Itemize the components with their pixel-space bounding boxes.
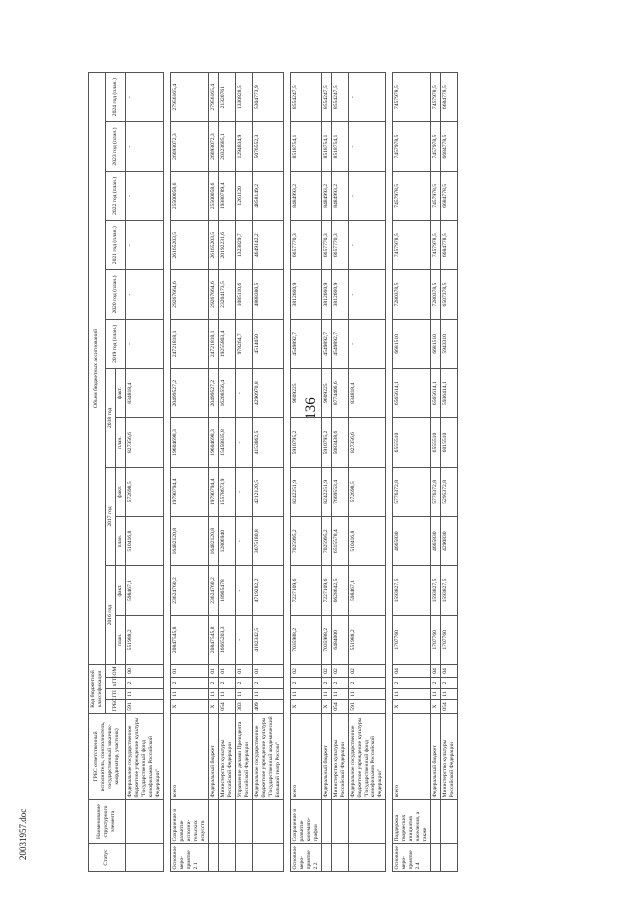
table-row <box>393 73 431 872</box>
value-cell: 6507378,5 <box>441 270 458 319</box>
value-cell: 29267664,6 <box>208 270 218 319</box>
grbs-cell: всего <box>393 714 431 800</box>
table-body <box>125 73 457 872</box>
value-cell: - <box>235 369 252 418</box>
value-cell: 6657770,3 <box>290 221 321 270</box>
value-cell: 7227109,6 <box>290 566 321 615</box>
value-cell: 3675180,8 <box>252 517 283 566</box>
value-cell: 6684778,5 <box>441 221 458 270</box>
value-cell: 8518754,1 <box>321 122 331 171</box>
value-cell: 26693072,3 <box>208 122 218 171</box>
value-cell: 4549892,7 <box>321 319 331 368</box>
code-cell: 591 <box>348 700 386 714</box>
value-cell: - <box>235 418 252 467</box>
status-cell: Основное меро-приятие 2.2 <box>290 844 321 872</box>
status-cell <box>441 844 458 872</box>
value-cell: 20323685,1 <box>218 122 235 171</box>
value-cell: 25500058,6 <box>170 171 208 220</box>
code-cell: 2 <box>290 678 321 689</box>
code-cell: 2 <box>235 678 252 689</box>
value-cell: 12806940 <box>218 517 235 566</box>
element-name-cell <box>331 800 348 844</box>
value-cell: 5910795,2 <box>321 418 331 467</box>
value-cell: 24721818,1 <box>208 319 218 368</box>
code-cell: 2 <box>431 678 441 689</box>
row-separator <box>163 73 170 872</box>
code-cell: 409 <box>252 700 283 714</box>
status-cell <box>321 844 331 872</box>
value-cell: 23204173,5 <box>218 270 235 319</box>
header-code-gp: ГП <box>105 689 125 700</box>
element-name-cell <box>431 800 441 844</box>
grbs-cell: Министерство культуры Российской Федерации <box>331 714 348 800</box>
value-cell: 16665203,3 <box>218 615 235 664</box>
code-cell: X <box>393 700 431 714</box>
value-cell: 4182342,5 <box>252 615 283 664</box>
element-name-cell <box>125 800 163 844</box>
value-cell: 510416,8 <box>348 517 386 566</box>
element-name-cell <box>321 800 331 844</box>
table-row <box>290 73 321 872</box>
value-cell: 1707760 <box>441 615 458 664</box>
budget-table <box>88 72 458 872</box>
value-cell: 6657770,3 <box>331 221 348 270</box>
value-cell: 572698,5 <box>348 467 386 516</box>
value-cell: 7280378,5 <box>431 270 441 319</box>
value-cell: - <box>348 270 386 319</box>
header-code-pgp: пГП <box>105 678 125 689</box>
element-name-cell: Сохранение и развитие кинемато-графии <box>290 800 321 844</box>
value-cell: 8242251,9 <box>290 467 321 516</box>
code-cell: 2 <box>218 678 235 689</box>
value-cell: 5910795,2 <box>290 418 321 467</box>
value-cell: 7457978,5 <box>431 171 441 220</box>
code-cell: 01 <box>252 665 283 678</box>
value-cell: 551988,2 <box>125 615 163 664</box>
value-cell: 20847545,8 <box>170 615 208 664</box>
value-cell: 1085110,6 <box>235 270 252 319</box>
value-cell: 18905478 <box>218 566 235 615</box>
value-cell: 5943310 <box>441 319 458 368</box>
value-cell: 7025995,2 <box>290 517 321 566</box>
grbs-cell: всего <box>290 714 321 800</box>
value-cell: 15450835,8 <box>218 418 235 467</box>
code-cell: 02 <box>290 665 321 678</box>
value-cell: 5083438,6 <box>331 418 348 467</box>
code-cell: X <box>321 700 331 714</box>
header-2018-plan: план. <box>115 418 125 467</box>
value-cell: 19604698,3 <box>170 418 208 467</box>
code-cell: 591 <box>125 700 163 714</box>
header-budget-code: Код бюджетной классификации <box>89 665 106 714</box>
table-row <box>331 73 348 872</box>
value-cell: 4665830 <box>431 517 441 566</box>
value-cell: 27956165,4 <box>208 73 218 122</box>
code-cell: 04 <box>431 665 441 678</box>
element-name-cell: Поддержка творческих инициатив населения, а также <box>393 800 431 844</box>
header-year-2021: 2021 год (план.) <box>105 221 125 270</box>
value-cell: 7457978,5 <box>393 73 431 122</box>
value-cell: 24721818,1 <box>170 319 208 368</box>
value-cell: 4212120,5 <box>252 467 283 516</box>
code-cell: 01 <box>218 665 235 678</box>
value-cell: 16482120,8 <box>170 517 208 566</box>
header-year-2017: 2017 год <box>105 467 115 566</box>
code-cell: 2 <box>170 678 208 689</box>
value-cell: 4290830 <box>441 517 458 566</box>
code-cell: 04 <box>393 665 431 678</box>
status-cell <box>208 844 218 872</box>
code-cell: 11 <box>290 689 321 700</box>
table-row <box>348 73 386 872</box>
code-cell: 11 <box>170 689 208 700</box>
value-cell: 1330828,5 <box>235 73 252 122</box>
code-cell: 2 <box>331 678 348 689</box>
value-cell: 26165203,5 <box>208 221 218 270</box>
value-cell: 20847545,8 <box>208 615 218 664</box>
value-cell: 827356,6 <box>125 418 163 467</box>
value-cell: 1707760 <box>431 615 441 664</box>
code-cell: 054 <box>331 700 348 714</box>
code-cell: 11 <box>252 689 283 700</box>
status-cell <box>235 844 252 872</box>
header-2018-fact: факт. <box>115 369 125 418</box>
separator-cell <box>386 73 393 872</box>
header-year-2022: 2022 год (план.) <box>105 171 125 220</box>
table-row <box>125 73 163 872</box>
status-cell <box>348 844 386 872</box>
value-cell: 19380789,4 <box>218 171 235 220</box>
value-cell: - <box>125 122 163 171</box>
code-cell: 2 <box>252 678 283 689</box>
value-cell: 827356,6 <box>348 418 386 467</box>
value-cell: 8554247,5 <box>290 73 321 122</box>
value-cell: 1261120 <box>235 171 252 220</box>
value-cell: 6681510 <box>431 319 441 368</box>
row-separator <box>283 73 290 872</box>
document-code: 20031957.doc <box>18 808 28 860</box>
value-cell: 8484993,2 <box>321 171 331 220</box>
code-cell: 01 <box>170 665 208 678</box>
value-cell: 7035988,2 <box>321 615 331 664</box>
header-year-2018: 2018 год <box>105 369 115 468</box>
table-row <box>208 73 218 872</box>
value-cell: 23624760,2 <box>208 566 218 615</box>
value-cell: - <box>348 319 386 368</box>
code-cell: 054 <box>441 700 458 714</box>
grbs-cell: Министерство культуры Российской Федерации <box>441 714 458 800</box>
value-cell: 7457978,5 <box>431 221 441 270</box>
grbs-cell: Федеральное государственное бюджетное учреждение культуры "Государственный академический Большой театр России" <box>252 714 283 800</box>
value-cell: 7025995,2 <box>321 517 331 566</box>
value-cell: 9609225 <box>290 369 321 418</box>
code-cell: 2 <box>441 678 458 689</box>
value-cell: 5936414,1 <box>441 369 458 418</box>
value-cell: - <box>125 171 163 220</box>
value-cell: 15578673,9 <box>218 467 235 516</box>
grbs-cell: Федеральный бюджет <box>208 714 218 800</box>
value-cell: 20499527,2 <box>208 369 218 418</box>
value-cell: 3812660,9 <box>290 270 321 319</box>
header-year-2020: 2020 год (план.) <box>105 270 125 319</box>
header-2016-fact: факт. <box>115 566 125 615</box>
value-cell: 8774406,6 <box>331 369 348 418</box>
value-cell: 978264,7 <box>235 319 252 368</box>
value-cell: 4719282,2 <box>252 566 283 615</box>
value-cell: 5295372,8 <box>441 467 458 516</box>
code-cell: X <box>431 700 441 714</box>
value-cell: 7457978,5 <box>393 122 431 171</box>
value-cell: 1593827,5 <box>431 566 441 615</box>
header-element-name: Наименование структурного элемента <box>89 800 126 844</box>
page-number: 136 <box>302 397 319 420</box>
value-cell: - <box>235 566 252 615</box>
element-name-cell <box>208 800 218 844</box>
code-cell: 02 <box>348 665 386 678</box>
status-cell <box>218 844 235 872</box>
value-cell: 8484993,2 <box>331 171 348 220</box>
value-cell: 4549892,7 <box>331 319 348 368</box>
code-cell: 2 <box>321 678 331 689</box>
status-cell <box>252 844 283 872</box>
value-cell: 8242251,9 <box>321 467 331 516</box>
value-cell: 3812660,9 <box>321 270 331 319</box>
value-cell: 7457978,5 <box>393 171 431 220</box>
value-cell: - <box>348 221 386 270</box>
code-cell: 00 <box>125 665 163 678</box>
code-cell: 11 <box>125 689 163 700</box>
code-cell: 2 <box>393 678 431 689</box>
value-cell: 7280378,5 <box>393 270 431 319</box>
value-cell: 572698,5 <box>125 467 163 516</box>
value-cell: 25500058,6 <box>208 171 218 220</box>
value-cell: 5776372,8 <box>431 467 441 516</box>
separator-cell <box>163 73 170 872</box>
value-cell: 16482120,8 <box>208 517 218 566</box>
value-cell: - <box>235 517 252 566</box>
element-name-cell: Сохранение и развитие исполни-тельских искусств <box>170 800 208 844</box>
header-year-2023: 2023 год (план.) <box>105 122 125 171</box>
value-cell: 6565614,1 <box>393 369 431 418</box>
value-cell: 23624760,2 <box>170 566 208 615</box>
status-cell <box>331 844 348 872</box>
value-cell: 4514050 <box>252 319 283 368</box>
code-cell: 054 <box>218 700 235 714</box>
value-cell: 21320761 <box>218 73 235 122</box>
element-name-cell <box>441 800 458 844</box>
table-row <box>441 73 458 872</box>
code-cell: 02 <box>331 665 348 678</box>
value-cell: 6015510 <box>441 418 458 467</box>
value-cell: - <box>235 615 252 664</box>
row-separator <box>386 73 393 872</box>
value-cell: 6515578,4 <box>331 517 348 566</box>
header-2016-plan: план. <box>115 615 125 664</box>
value-cell: - <box>348 73 386 122</box>
table-row <box>218 73 235 872</box>
code-cell: 11 <box>218 689 235 700</box>
value-cell: 4858149,2 <box>252 171 283 220</box>
value-cell: 8554247,5 <box>321 73 331 122</box>
value-cell: 19790794,4 <box>208 467 218 516</box>
header-code-grbs: ГРБС <box>105 700 125 714</box>
header-year-2019: 2019 год (план.) <box>105 319 125 368</box>
element-name-cell <box>252 800 283 844</box>
value-cell: 8484993,2 <box>290 171 321 220</box>
grbs-cell: Управление делами Президента Российской Федерации <box>235 714 252 800</box>
value-cell: - <box>125 221 163 270</box>
value-cell: 20499527,2 <box>170 369 208 418</box>
status-cell: Основное меро-приятие 2.4 <box>393 844 431 872</box>
table-row <box>235 73 252 872</box>
code-cell: 2 <box>125 678 163 689</box>
grbs-cell: всего <box>170 714 208 800</box>
value-cell: 5304773,9 <box>252 73 283 122</box>
value-cell: 1294834,9 <box>235 122 252 171</box>
value-cell: 4290970,8 <box>252 369 283 418</box>
value-cell: 7457978,5 <box>431 73 441 122</box>
value-cell: 26165203,5 <box>170 221 208 270</box>
header-2017-plan: план. <box>115 517 125 566</box>
grbs-cell: Федеральное государственное бюджетное учреждение культуры "Государственный фонд кинофильмов Российской Федерации" <box>348 714 386 800</box>
header-year-2024: 2024 год (план.) <box>105 73 125 122</box>
value-cell: 7035988,2 <box>290 615 321 664</box>
code-cell: 01 <box>235 665 252 678</box>
value-cell: 834818,4 <box>125 369 163 418</box>
value-cell: 6484000 <box>331 615 348 664</box>
value-cell: 8554247,5 <box>331 73 348 122</box>
code-cell: 01 <box>208 665 218 678</box>
code-cell: 2 <box>348 678 386 689</box>
value-cell: - <box>235 467 252 516</box>
value-cell: 4153862,5 <box>252 418 283 467</box>
value-cell: 4665830 <box>393 517 431 566</box>
code-cell: 303 <box>235 700 252 714</box>
element-name-cell <box>218 800 235 844</box>
value-cell: 6681510 <box>393 319 431 368</box>
separator-cell <box>283 73 290 872</box>
value-cell: 4549892,7 <box>290 319 321 368</box>
code-cell: 11 <box>348 689 386 700</box>
code-cell: 02 <box>321 665 331 678</box>
status-cell <box>125 844 163 872</box>
status-cell: Основное меро-приятие 2.1 <box>170 844 208 872</box>
value-cell: 6555510 <box>393 418 431 467</box>
value-cell: 6684778,5 <box>441 171 458 220</box>
table-row <box>252 73 283 872</box>
value-cell: 598467,1 <box>125 566 163 615</box>
grbs-cell: Федеральный бюджет <box>321 714 331 800</box>
code-cell: 11 <box>321 689 331 700</box>
code-cell: 11 <box>208 689 218 700</box>
code-cell: 11 <box>235 689 252 700</box>
value-cell: 7457978,5 <box>431 122 441 171</box>
value-cell: 6657770,3 <box>321 221 331 270</box>
value-cell: - <box>125 270 163 319</box>
header-grbs: ГРБС ответственный исполнитель, соисполнитель, государственный заказчик-координатор, участник) <box>89 714 126 800</box>
table-row <box>321 73 331 872</box>
header-volume: Объем бюджетных ассигнований <box>89 73 106 665</box>
value-cell: 510416,8 <box>125 517 163 566</box>
value-cell: - <box>125 73 163 122</box>
code-cell: 11 <box>441 689 458 700</box>
value-cell: 5776372,8 <box>393 467 431 516</box>
value-cell: 1593827,5 <box>393 566 431 615</box>
code-cell: 11 <box>393 689 431 700</box>
value-cell: 7227109,6 <box>321 566 331 615</box>
value-cell: 4649142,2 <box>252 221 283 270</box>
value-cell: 834818,4 <box>348 369 386 418</box>
rotated-table-container <box>88 72 623 872</box>
value-cell: 6684778,5 <box>441 122 458 171</box>
value-cell: 8518754,1 <box>290 122 321 171</box>
table-row <box>431 73 441 872</box>
header-year-2016: 2016 год <box>105 566 115 665</box>
value-cell: 6684778,5 <box>441 73 458 122</box>
value-cell: - <box>348 171 386 220</box>
value-cell: 7457978,5 <box>393 221 431 270</box>
value-cell: - <box>125 319 163 368</box>
value-cell: 20192231,6 <box>218 221 235 270</box>
value-cell: 1323829,7 <box>235 221 252 270</box>
header-status: Статус <box>89 844 126 872</box>
value-cell: 19790794,4 <box>170 467 208 516</box>
value-cell: 16208556,4 <box>218 369 235 418</box>
status-cell <box>431 844 441 872</box>
header-code-om: ОМ <box>105 665 125 678</box>
code-cell: X <box>290 700 321 714</box>
value-cell: 27956165,4 <box>170 73 208 122</box>
code-cell: 04 <box>441 665 458 678</box>
value-cell: 29267664,6 <box>170 270 208 319</box>
element-name-cell <box>348 800 386 844</box>
grbs-cell: Федеральный бюджет <box>431 714 441 800</box>
code-cell: 11 <box>431 689 441 700</box>
code-cell: 2 <box>208 678 218 689</box>
code-cell: 11 <box>331 689 348 700</box>
value-cell: 19604698,3 <box>208 418 218 467</box>
value-cell: 9609225 <box>321 369 331 418</box>
value-cell: 551988,2 <box>348 615 386 664</box>
value-cell: 1593827,5 <box>441 566 458 615</box>
table-row <box>170 73 208 872</box>
value-cell: 1707760 <box>393 615 431 664</box>
value-cell: 6555510 <box>431 418 441 467</box>
value-cell: 5076552,3 <box>252 122 283 171</box>
table-header <box>89 73 126 872</box>
value-cell: 6565614,1 <box>431 369 441 418</box>
code-cell: X <box>208 700 218 714</box>
value-cell: 598467,1 <box>348 566 386 615</box>
value-cell: 6628642,5 <box>331 566 348 615</box>
value-cell: 4888380,5 <box>252 270 283 319</box>
element-name-cell <box>235 800 252 844</box>
grbs-cell: Министерство культуры Российской Федерации <box>218 714 235 800</box>
grbs-cell: Федеральное государственное бюджетное учреждение культуры "Государственный фонд кинофильмов Российской Федерации" <box>125 714 163 800</box>
value-cell: - <box>348 122 386 171</box>
header-2017-fact: факт. <box>115 467 125 516</box>
value-cell: 26693072,3 <box>170 122 208 171</box>
value-cell: 7669553,4 <box>331 467 348 516</box>
code-cell: X <box>170 700 208 714</box>
value-cell: 19255803,4 <box>218 319 235 368</box>
value-cell: 8518754,1 <box>331 122 348 171</box>
value-cell: 3812660,9 <box>331 270 348 319</box>
